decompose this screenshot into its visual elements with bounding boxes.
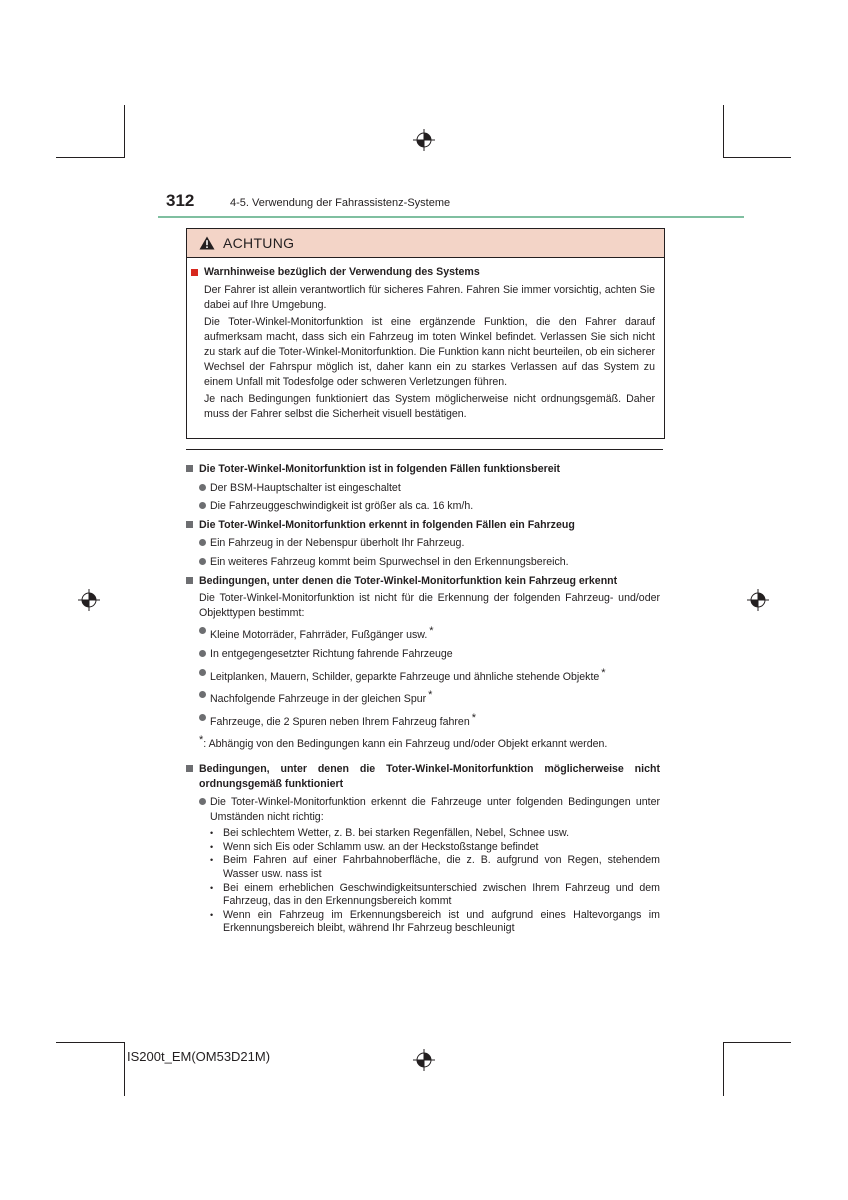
list-item-text: Kleine Motorräder, Fahrräder, Fußgänger usw. [210, 629, 428, 642]
list-item-text: Ein Fahrzeug in der Nebenspur überholt Ihr Fahrzeug. [210, 537, 465, 550]
footnote-asterisk: * [471, 711, 476, 724]
list-item-text: Nachfolgende Fahrzeuge in der gleichen Spur [210, 693, 427, 706]
list-item-text: Die Fahrzeuggeschwindigkeit ist größer als ca. 16 km/h. [210, 500, 474, 513]
document-code: IS200t_EM(OM53D21M) [127, 1049, 271, 1064]
list-item [199, 647, 660, 662]
caution-box [186, 228, 665, 439]
sub-bullet: • [210, 828, 214, 839]
list-item-text: Der BSM-Hauptschalter ist eingeschaltet [210, 481, 401, 494]
registration-mark-icon [413, 1049, 435, 1071]
red-square-icon [191, 269, 198, 276]
list-item [199, 499, 660, 514]
footnote-text: : Abhängig von den Bedingungen kann ein Fahrzeug und/oder Objekt erkannt werden. [203, 738, 608, 751]
section-heading-text: Bedingungen, unter denen die Toter-Winkel-Monitorfunktion möglicherweise nicht ordnungsgemäß funktioniert [199, 762, 660, 790]
list-item [199, 555, 660, 570]
list-item-text: Ein weiteres Fahrzeug kommt beim Spurwechsel in den Erkennungsbereich. [210, 555, 569, 568]
bullet-dot-icon [199, 691, 206, 698]
section-heading-text: Die Toter-Winkel-Monitorfunktion erkennt in folgenden Fällen ein Fahrzeug [199, 518, 575, 531]
gray-square-icon [186, 577, 193, 584]
gray-square-icon [186, 521, 193, 528]
section-heading [186, 518, 660, 533]
list-item-text: In entgegengesetzter Richtung fahrende Fahrzeuge [210, 647, 453, 660]
sub-list-item-text: Beim Fahren auf einer Fahrbahnoberfläche, die z. B. aufgrund von Regen, stehendem Wasser usw. nass ist [223, 854, 660, 881]
footnote-asterisk: * [428, 689, 433, 702]
header-rule [158, 216, 744, 218]
caution-body [187, 258, 664, 422]
sub-list-item-text: Wenn sich Eis oder Schlamm usw. an der Heckstoßstange befindet [223, 840, 539, 853]
bullet-dot-icon [199, 798, 206, 805]
sub-list-item [210, 854, 660, 881]
section-heading [186, 462, 660, 477]
list-item-text: Fahrzeuge, die 2 Spuren neben Ihrem Fahrzeug fahren [210, 715, 470, 728]
section-intro: Die Toter-Winkel-Monitorfunktion ist nicht für die Erkennung der folgenden Fahrzeug- und/oder Objekttypen bestimmt: [199, 592, 660, 619]
caution-title: ACHTUNG [223, 235, 295, 251]
caution-paragraph: Der Fahrer ist allein verantwortlich für sicheres Fahren. Fahren Sie immer vorsichtig, achten Sie dabei auf Ihre Umgebung. [204, 283, 655, 311]
sub-list-item [210, 827, 660, 841]
caution-heading-text: Warnhinweise bezüglich der Verwendung des Systems [204, 266, 480, 278]
list-item [199, 666, 660, 685]
section-heading [186, 762, 660, 791]
caution-header [187, 229, 664, 258]
gray-square-icon [186, 765, 193, 772]
list-item [199, 795, 660, 824]
bullet-dot-icon [199, 627, 206, 634]
caution-paragraph: Je nach Bedingungen funktioniert das System möglicherweise nicht ordnungsgemäß. Daher muss der Fahrer selbst die Sicherheit visuell bestätigen. [204, 393, 655, 421]
list-item-text: Die Toter-Winkel-Monitorfunktion erkennt die Fahrzeuge unter folgenden Bedingungen unter Umständen nicht richtig: [210, 796, 660, 823]
bullet-dot-icon [199, 669, 206, 676]
bullet-dot-icon [199, 502, 206, 509]
list-item [199, 536, 660, 551]
section-divider [186, 449, 663, 450]
list-item [199, 481, 660, 496]
list-item [199, 624, 660, 643]
bullet-dot-icon [199, 714, 206, 721]
caution-heading [191, 265, 655, 280]
list-item [199, 688, 660, 707]
list-item [199, 711, 660, 730]
sub-list-item [210, 909, 660, 936]
warning-triangle-icon [199, 236, 215, 250]
section-heading [186, 574, 660, 589]
footnote-asterisk: * [601, 666, 606, 679]
sub-list-item-text: Bei schlechtem Wetter, z. B. bei starken Regenfällen, Nebel, Schnee usw. [223, 827, 570, 840]
bullet-dot-icon [199, 539, 206, 546]
registration-mark-icon [78, 589, 100, 611]
registration-mark-icon [413, 129, 435, 151]
sub-bullet: • [210, 841, 214, 852]
footnote [199, 733, 660, 752]
bullet-dot-icon [199, 650, 206, 657]
bullet-dot-icon [199, 484, 206, 491]
list-item-text: Leitplanken, Mauern, Schilder, geparkte Fahrzeuge und ähnliche stehende Objekte [210, 670, 600, 683]
sub-list-item-text: Wenn ein Fahrzeug im Erkennungsbereich ist und aufgrund eines Haltevorgangs im Erkennungsbereich bleibt, während Ihr Fahrzeug beschleunigt [223, 908, 660, 935]
section-title: 4-5. Verwendung der Fahrassistenz-Systeme [230, 197, 451, 209]
sub-bullet: • [210, 855, 214, 866]
sub-list-item-text: Bei einem erheblichen Geschwindigkeitsunterschied zwischen Ihrem Fahrzeug und dem Fahrzeug, das in den Erkennungsbereich kommt [223, 881, 660, 908]
main-content [186, 458, 660, 936]
caution-paragraph: Die Toter-Winkel-Monitorfunktion ist eine ergänzende Funktion, die den Fahrer darauf aufmerksam macht, dass sich ein Fahrzeug im toten Winkel befindet. Verlassen Sie sich nicht zu stark auf die Toter-Winkel-Monitorfunktion. Die Funktion kann nicht beurteilen, ob ein sicherer Wechsel der Fahrspur möglich ist, daher kann ein zu starkes Verlassen auf das System zu einem Unfall mit Todesfolge oder schweren Verletzungen führen. [204, 316, 655, 388]
gray-square-icon [186, 465, 193, 472]
page-number: 312 [166, 191, 195, 210]
footnote-mark: * [199, 734, 204, 747]
sub-list-item [210, 841, 660, 855]
section-heading-text: Die Toter-Winkel-Monitorfunktion ist in folgenden Fällen funktionsbereit [199, 463, 561, 475]
section-heading-text: Bedingungen, unter denen die Toter-Winkel-Monitorfunktion kein Fahrzeug erkennt [199, 574, 618, 587]
sub-bullet: • [210, 909, 214, 920]
sub-list-item [210, 882, 660, 909]
registration-mark-icon [747, 589, 769, 611]
sub-bullet: • [210, 882, 214, 893]
bullet-dot-icon [199, 558, 206, 565]
footnote-asterisk: * [429, 625, 434, 638]
